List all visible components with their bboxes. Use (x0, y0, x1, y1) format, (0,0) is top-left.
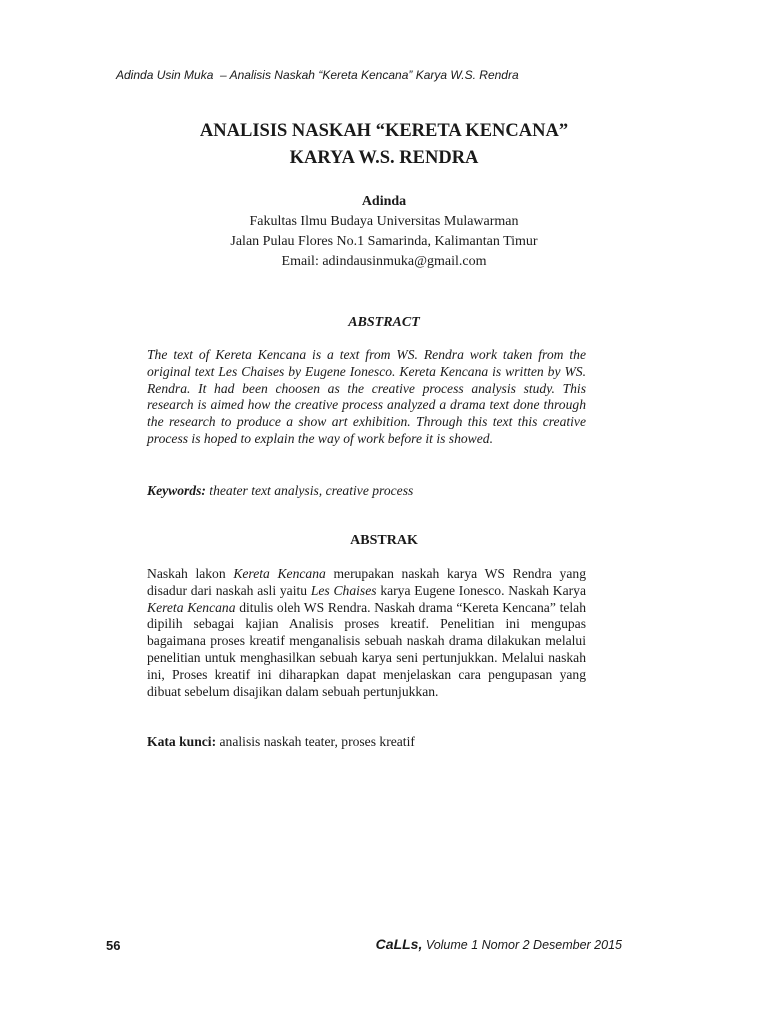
abstrak-text-3-italic: Kereta Kencana (147, 599, 236, 615)
abstrak-keywords (147, 734, 607, 750)
abstract-heading: ABSTRACT (348, 315, 420, 330)
title-line-2: KARYA W.S. RENDRA (289, 148, 479, 168)
journal-volume: Volume 1 Nomor 2 Desember 2015 (422, 938, 622, 952)
author-affiliation: Fakultas Ilmu Budaya Universitas Mulawarman (249, 214, 519, 229)
abstrak-text-2-italic: Les Chaises (310, 582, 377, 598)
page-number: 56 (106, 938, 121, 953)
running-header: Adinda Usin Muka – Analisis Naskah “Kereta Kencana” Karya W.S. Rendra (116, 68, 519, 82)
abstract-keywords (147, 483, 607, 499)
kata-kunci-label: Kata kunci: (147, 734, 217, 749)
keywords-label: Keywords: (147, 483, 206, 498)
abstrak-text (147, 566, 586, 700)
keywords-value: theater text analysis, creative process (205, 483, 414, 498)
abstrak-text-2: merupakan naskah karya WS Rendra yang disadur dari naskah asli yaitu (147, 566, 586, 598)
abstract-text: The text of Kereta Kencana is a text from WS. Rendra work taken from the original text Les Chaises by Eugene Ionesco. Kereta Kencana is written by WS. Rendra. It had been choosen as the creative process analysis study. This research is aimed how the creative process analyzed a drama text done through the research to produce a show art exhibition. Through this text this creative process is hoped to explain the way of work before it is showed. (147, 347, 586, 446)
abstrak-heading: ABSTRAK (350, 533, 418, 548)
author-email: Email: adindausinmuka@gmail.com (281, 254, 487, 269)
abstrak-text-1: Naskah lakon (147, 566, 234, 581)
journal-name: CaLLs, (375, 936, 423, 952)
kata-kunci-value: analisis naskah teater, proses kreatif (216, 734, 415, 749)
title-line-1: ANALISIS NASKAH “KERETA KENCANA” (199, 121, 569, 141)
abstrak-text-4: ditulis oleh WS Rendra. Naskah drama “Kereta Kencana” telah dipilih sebagai kajian Analisis proses kreatif. Penelitian ini mengupas bagaimana proses kreatif menganalisis sebuah naskah drama dilakukan melalui penelitian untuk menghasilkan sebuah karya seni pertunjukkan. Melalui naskah ini, Proses kreatif ini diharapkan dapat menjelaskan cara pengupasan yang dibuat sebelum disajikan dalam sebuah pertunjukkan. (147, 599, 586, 699)
abstrak-text-3: karya Eugene Ionesco. Naskah Karya (376, 582, 587, 598)
journal-footer (376, 936, 622, 952)
abstrak-text-1-italic: Kereta Kencana (233, 566, 326, 581)
author-name: Adinda (361, 194, 407, 209)
author-address: Jalan Pulau Flores No.1 Samarinda, Kalimantan Timur (230, 234, 538, 249)
